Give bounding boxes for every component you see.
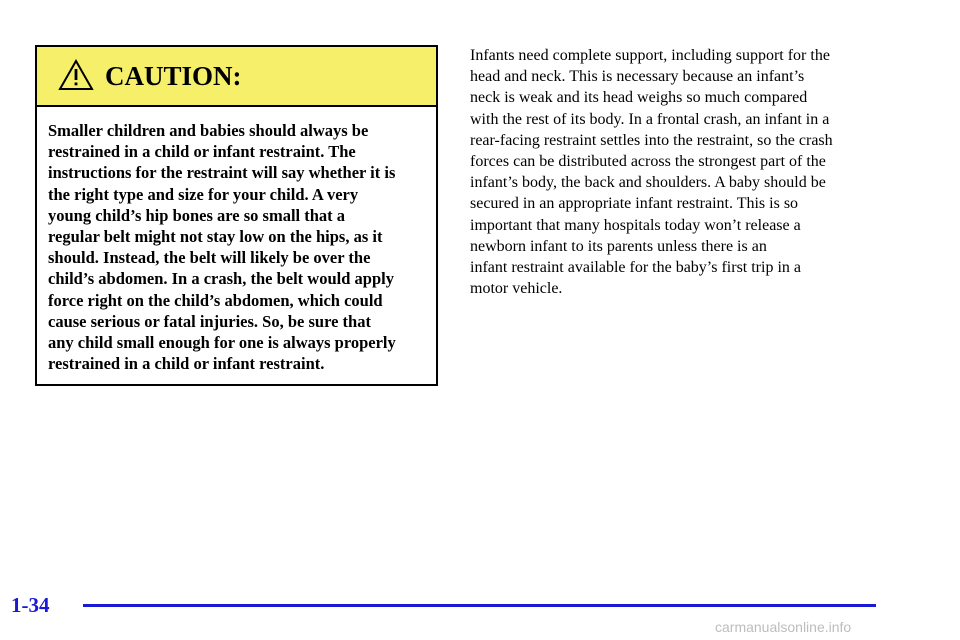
warning-triangle-icon (58, 59, 94, 91)
body-line: newborn infant to its parents unless there is an (470, 237, 767, 255)
watermark: carmanualsonline.info (715, 619, 852, 635)
caution-paragraph (48, 120, 426, 374)
caution-line: regular belt might not stay low on the hips, as it (48, 227, 383, 247)
body-line: with the rest of its body. In a frontal crash, an infant in a (470, 110, 830, 128)
caution-line: restrained in a child or infant restraint. (48, 354, 325, 374)
caution-title: CAUTION: (105, 61, 242, 91)
body-line: secured in an appropriate infant restraint. This is so (470, 195, 799, 213)
caution-line: young child’s hip bones are so small that a (48, 205, 346, 225)
caution-line: Smaller children and babies should always be (48, 121, 369, 140)
body-line: rear-facing restraint settles into the restraint, so the crash (470, 131, 833, 149)
caution-line: force right on the child’s abdomen, which could (48, 290, 383, 310)
body-paragraph (470, 45, 890, 299)
caution-line: instructions for the restraint will say whether it is (48, 163, 396, 183)
caution-line: restrained in a child or infant restraint. The (48, 142, 356, 162)
caution-line: any child small enough for one is always properly (48, 333, 396, 353)
body-line: neck is weak and its head weighs so much compared (470, 89, 808, 107)
body-line: infant restraint available for the baby’s first trip in a (470, 259, 801, 277)
body-line: important that many hospitals today won’t release a (470, 216, 801, 234)
body-line: infant’s body, the back and shoulders. A baby should be (470, 174, 826, 192)
caution-box (35, 45, 438, 386)
footer-rule (83, 604, 876, 607)
body-line: Infants need complete support, including support for the (470, 47, 830, 64)
body-text-column (470, 45, 890, 299)
caution-line: child’s abdomen. In a crash, the belt would apply (48, 269, 394, 289)
page-number: 1-34 (11, 593, 50, 617)
caution-body (37, 107, 436, 374)
caution-line: the right type and size for your child. A very (48, 184, 359, 204)
caution-line: cause serious or fatal injuries. So, be sure that (48, 311, 371, 331)
caution-line: should. Instead, the belt will likely be over the (48, 248, 371, 268)
body-line: motor vehicle. (470, 280, 563, 298)
body-line: forces can be distributed across the strongest part of the (470, 153, 826, 171)
body-line: head and neck. This is necessary because an infant’s (470, 68, 805, 86)
caution-header (37, 47, 436, 107)
